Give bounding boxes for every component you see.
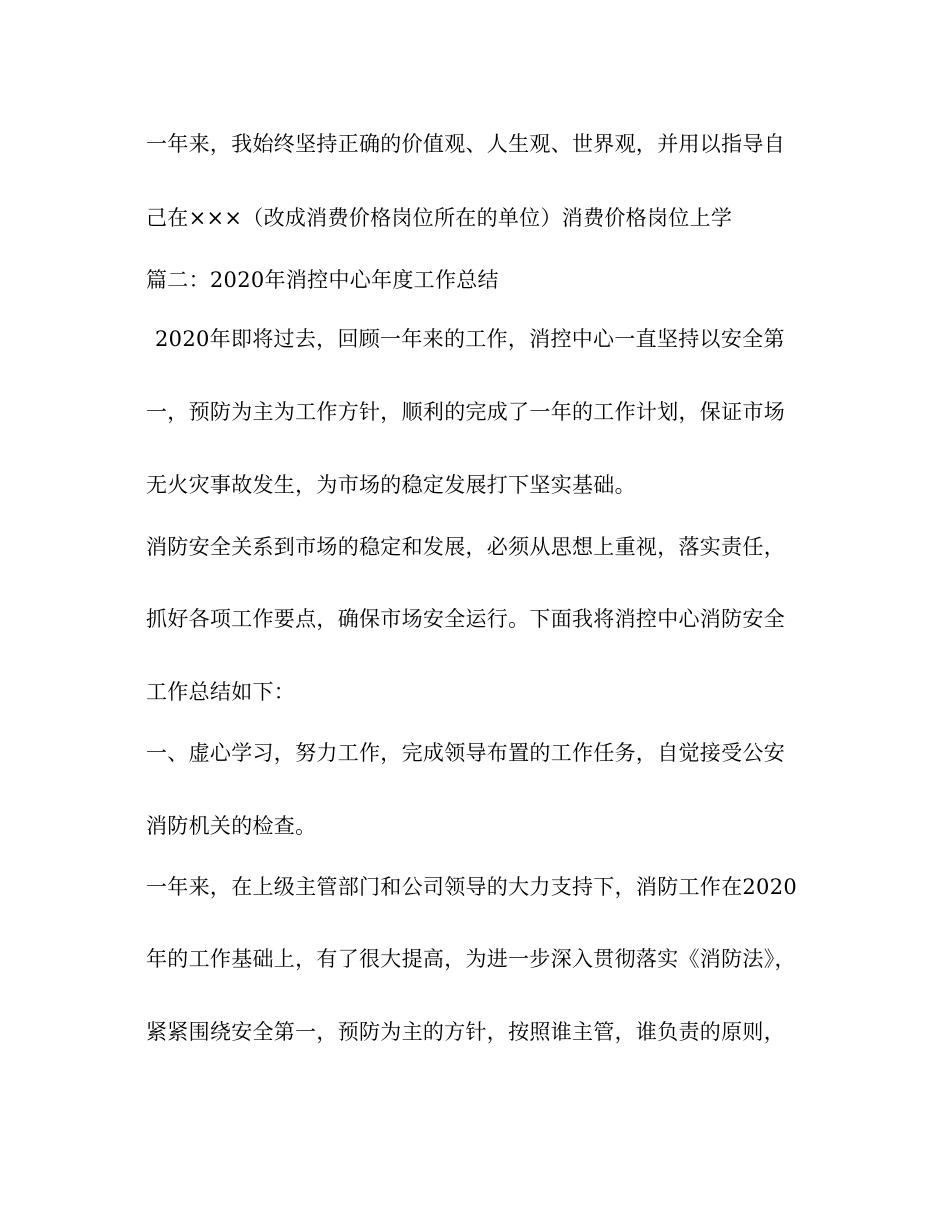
subsection-heading: 一、虚心学习，努力工作，完成领导布置的工作任务，自觉接受公安: [146, 741, 785, 765]
text-line: 工作总结如下：: [146, 680, 296, 704]
text-line: 消防安全关系到市场的稳定和发展，必须从思想上重视，落实责任，: [146, 535, 785, 559]
section-heading: 篇二：2020年消控中心年度工作总结: [146, 268, 499, 292]
text-line: 紧紧围绕安全第一，预防为主的方针，按照谁主管，谁负责的原则，: [146, 1020, 785, 1044]
text-line: 2020年即将过去，回顾一年来的工作，消控中心一直坚持以安全第: [155, 327, 785, 351]
text-line: 己在×××（改成消费价格岗位所在的单位）消费价格岗位上学: [146, 206, 733, 230]
text-line: 无火灾事故发生，为市场的稳定发展打下坚实基础。: [146, 473, 636, 497]
text-line: 抓好各项工作要点，确保市场安全运行。下面我将消控中心消防安全: [146, 607, 785, 631]
text-line: 消防机关的检查。: [146, 814, 317, 838]
text-line: 年的工作基础上，有了很大提高，为进一步深入贯彻落实《消防法》，: [146, 947, 796, 971]
text-line: 一年来，我始终坚持正确的价值观、人生观、世界观，并用以指导自: [146, 132, 785, 156]
text-line: 一年来，在上级主管部门和公司领导的大力支持下，消防工作在2020: [146, 875, 798, 899]
text-line: 一，预防为主为工作方针，顺利的完成了一年的工作计划，保证市场: [146, 400, 785, 424]
